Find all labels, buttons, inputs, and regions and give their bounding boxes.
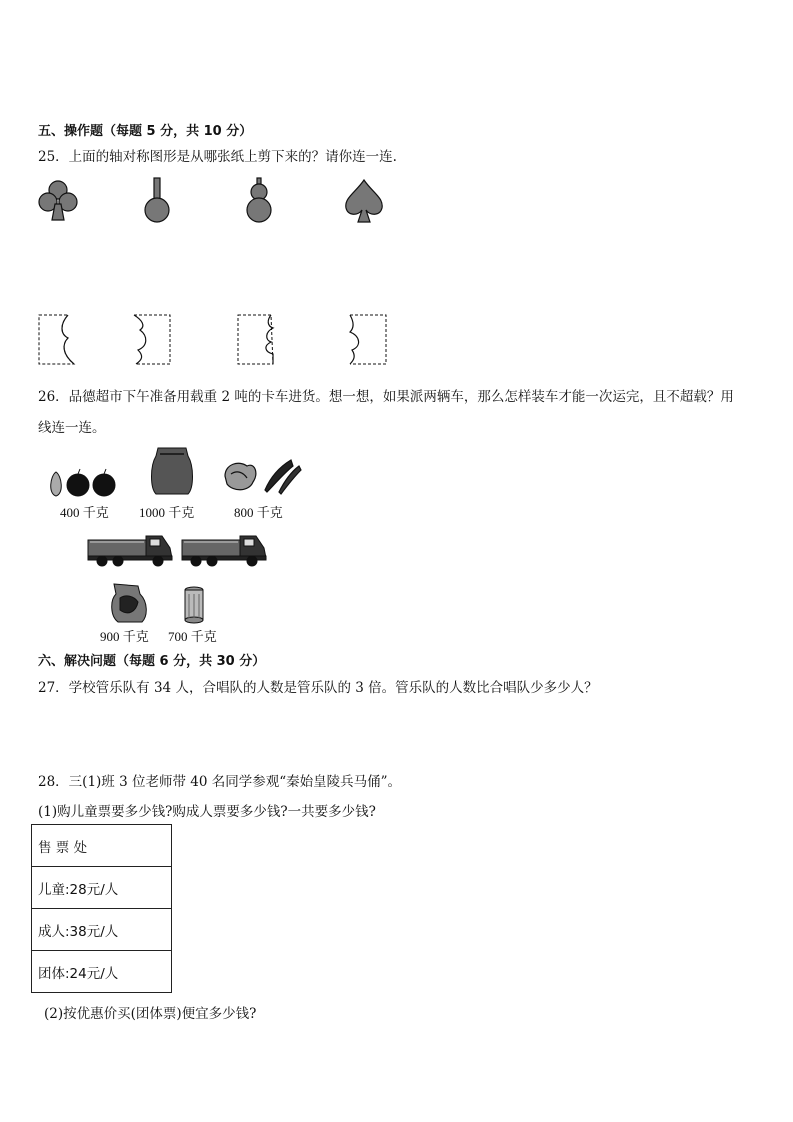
goods-label-800: 800 千克 bbox=[234, 505, 283, 520]
table-row bbox=[32, 867, 172, 909]
fruit-icon bbox=[44, 466, 120, 498]
table-row bbox=[32, 951, 172, 993]
truck-2-icon bbox=[180, 530, 270, 568]
goods-label-400: 400 千克 bbox=[60, 505, 109, 520]
ladle-shape-icon bbox=[140, 176, 174, 224]
question-28-part-2: (2)按优惠价买(团体票)便宜多少钱? bbox=[44, 1006, 257, 1022]
question-28: 28．三(1)班 3 位老师带 40 名同学参观“秦始皇陵兵马俑”。 bbox=[38, 774, 402, 790]
goods-label-1000: 1000 千克 bbox=[139, 505, 195, 520]
ticket-header: 售 票 处 bbox=[32, 825, 172, 867]
section-5-title: 五、操作题（每题 5 分，共 10 分） bbox=[38, 124, 253, 139]
adult-price: 成人:38元/人 bbox=[32, 909, 172, 951]
barrel-icon bbox=[182, 586, 206, 624]
ticket-price-table bbox=[31, 824, 172, 993]
group-price: 团体:24元/人 bbox=[32, 951, 172, 993]
folded-paper-3-icon bbox=[237, 314, 277, 366]
vegetable-icon bbox=[221, 456, 303, 496]
goods-label-900: 900 千克 bbox=[100, 629, 149, 644]
folded-paper-2-icon bbox=[132, 314, 174, 366]
question-28-part-1: (1)购儿童票要多少钱?购成人票要多少钱?一共要多少钱? bbox=[38, 804, 376, 820]
table-row bbox=[32, 825, 172, 867]
spade-shape-icon bbox=[342, 178, 386, 224]
rice-bag-icon bbox=[108, 582, 152, 624]
child-price: 儿童:28元/人 bbox=[32, 867, 172, 909]
folded-paper-1-icon bbox=[38, 314, 78, 366]
truck-1-icon bbox=[86, 530, 176, 568]
sack-icon bbox=[148, 446, 196, 496]
table-row bbox=[32, 909, 172, 951]
goods-label-700: 700 千克 bbox=[168, 629, 217, 644]
question-26-line-2: 线连一连。 bbox=[38, 420, 106, 436]
question-26-line-1: 26．品德超市下午准备用载重 2 吨的卡车进货。想一想，如果派两辆车，那么怎样装车才能一次运完，且不超载？用 bbox=[38, 389, 734, 405]
question-25: 25．上面的轴对称图形是从哪张纸上剪下来的？请你连一连. bbox=[38, 149, 397, 165]
folded-paper-4-icon bbox=[346, 314, 388, 366]
section-6-title: 六、解决问题（每题 6 分，共 30 分） bbox=[38, 654, 266, 669]
question-27: 27．学校管乐队有 34 人，合唱队的人数是管乐队的 3 倍。管乐队的人数比合唱队少多少人？ bbox=[38, 680, 598, 696]
club-shape-icon bbox=[38, 178, 78, 224]
gourd-shape-icon bbox=[243, 176, 275, 224]
